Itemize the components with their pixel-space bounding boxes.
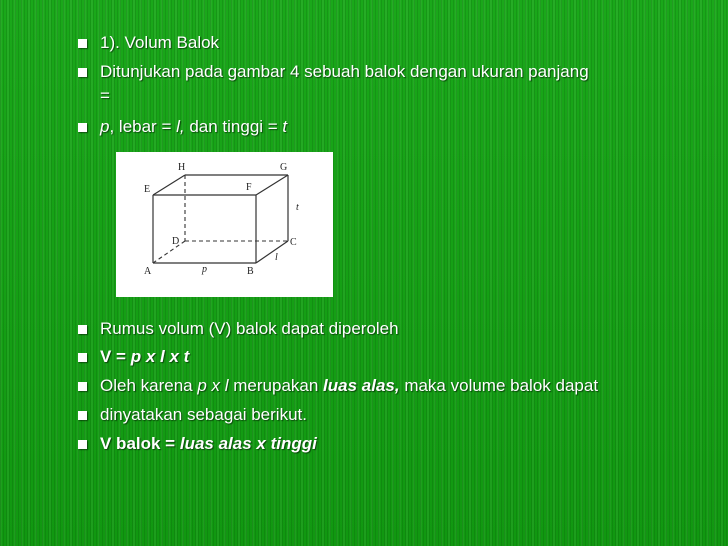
bullet-v-balok <box>100 432 728 456</box>
text-oleh-karena: Oleh karena <box>100 376 198 395</box>
bullet-text: = <box>100 86 110 105</box>
balok-diagram <box>116 152 333 297</box>
bullet-marker <box>78 382 87 391</box>
text-merupakan: merupakan <box>228 376 324 395</box>
text-lebar: , lebar = <box>109 117 177 136</box>
bullet-marker <box>78 123 87 132</box>
bullet-marker <box>78 68 87 77</box>
var-t: t <box>282 117 288 136</box>
bullet-oleh-karena <box>100 374 728 398</box>
text-luas-alas: luas alas, <box>323 376 400 395</box>
formula-luas-alas-tinggi: luas alas x tinggi <box>179 434 317 453</box>
bullet-marker <box>78 411 87 420</box>
label-H: H <box>178 162 186 173</box>
label-E: E <box>144 184 151 195</box>
bullet-marker <box>78 440 87 449</box>
label-C: C <box>290 237 297 248</box>
bullet-text: Rumus volum (V) balok dapat diperoleh <box>100 319 399 338</box>
label-B: B <box>247 266 254 277</box>
label-p: p <box>202 264 207 275</box>
bullet-ditunjukan-line2 <box>100 84 728 108</box>
label-l: l <box>275 252 278 263</box>
bullet-marker <box>78 39 87 48</box>
formula-prefix: V balok = <box>100 434 180 453</box>
edge-EH <box>153 175 185 195</box>
bullet-marker <box>78 325 87 334</box>
edge-CB <box>256 241 288 263</box>
bullet-dinyatakan <box>100 403 728 427</box>
var-l: l, <box>176 117 185 136</box>
bullet-dimensions <box>100 115 728 139</box>
label-A: A <box>144 266 152 277</box>
label-F: F <box>246 182 252 193</box>
formula-pxlxt: p x l x t <box>130 347 190 366</box>
bullet-marker <box>78 353 87 362</box>
var-p: p <box>100 117 110 136</box>
label-D: D <box>172 236 180 247</box>
bullet-rumus <box>100 317 728 341</box>
bullet-formula-v <box>100 345 728 369</box>
bullet-text: Ditunjukan pada gambar 4 sebuah balok dengan ukuran panjang <box>100 62 589 81</box>
text-tinggi: dan tinggi = <box>184 117 283 136</box>
bullet-volum-balok <box>100 31 728 55</box>
formula-prefix: V = <box>100 347 131 366</box>
label-G: G <box>280 162 288 173</box>
bullet-text: 1). Volum Balok <box>100 33 220 52</box>
balok-figure <box>116 152 333 297</box>
text-pxl: p x l <box>197 376 229 395</box>
text-maka: maka volume balok dapat <box>399 376 599 395</box>
edge-GF <box>256 175 288 195</box>
bullet-text: dinyatakan sebagai berikut. <box>100 405 307 424</box>
bullet-ditunjukan-line1 <box>100 60 728 84</box>
label-t: t <box>296 202 299 213</box>
edge-DA-hidden <box>153 241 185 263</box>
